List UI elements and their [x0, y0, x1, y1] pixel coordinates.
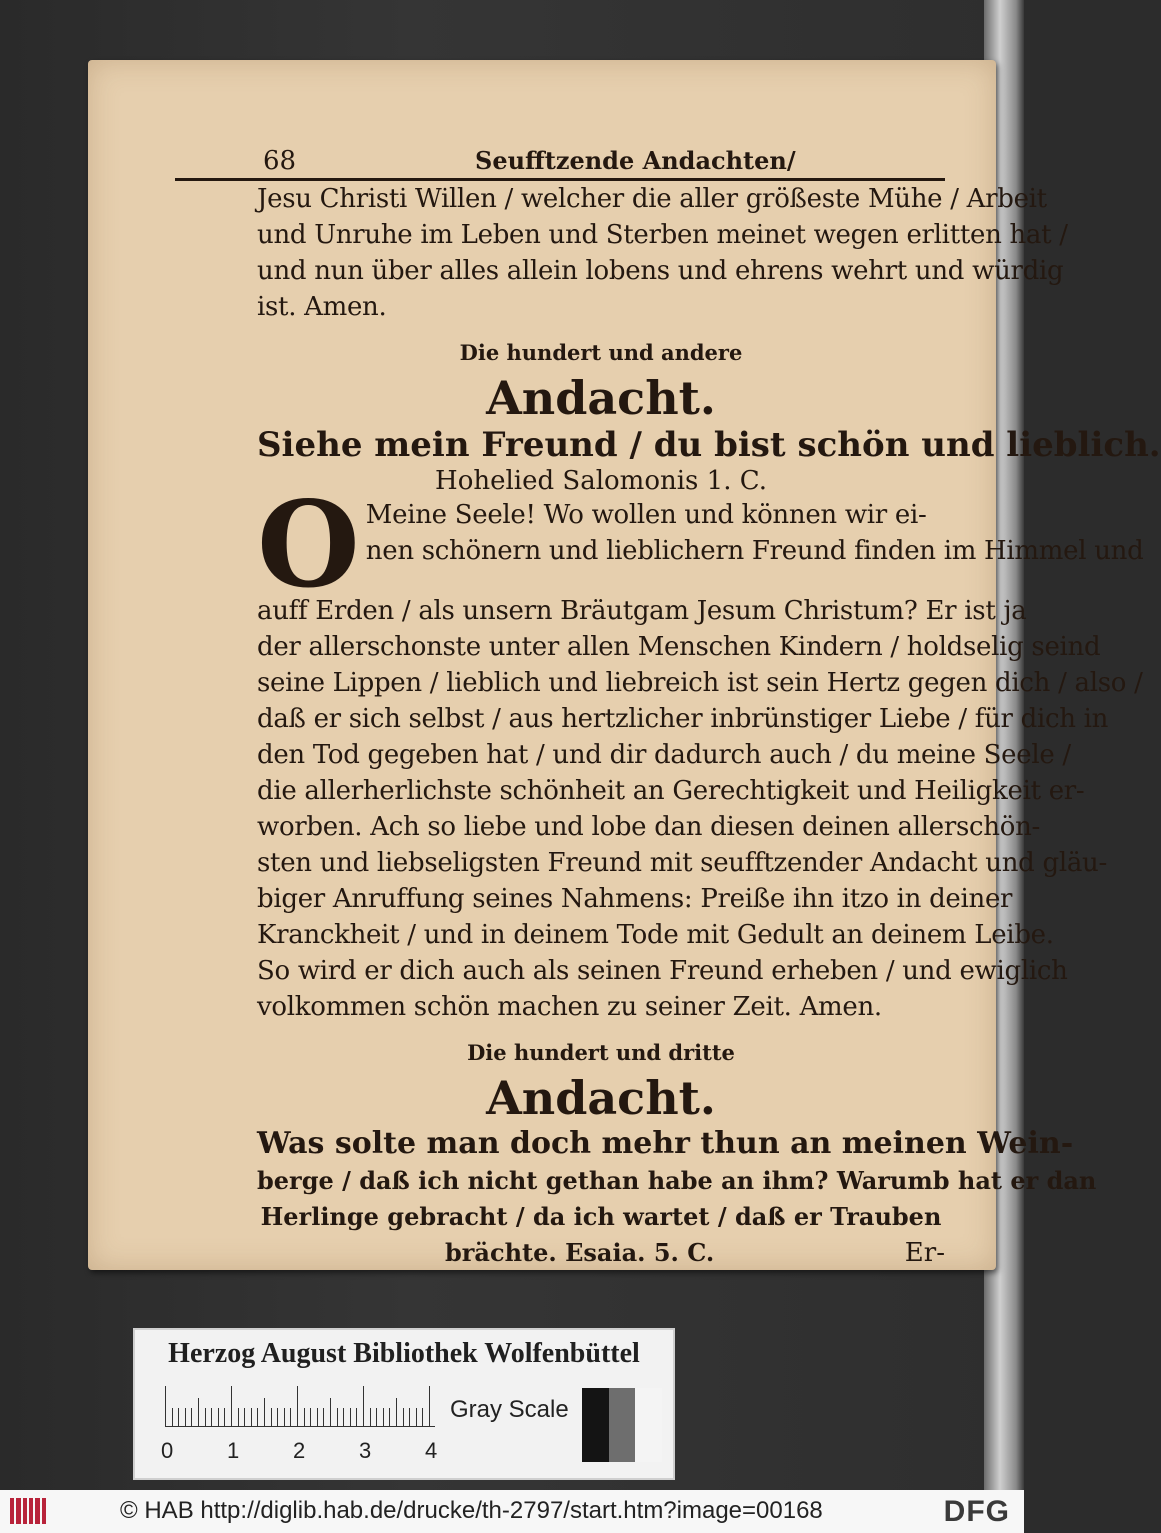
text-line: worben. Ach so liebe und lobe dan diesen deinen allerschön-: [257, 812, 1041, 842]
ruler-tick: [172, 1408, 173, 1426]
text-line: daß er sich selbst / aus hertzlicher inbrünstiger Liebe / für dich in: [257, 704, 1109, 734]
text-line: seine Lippen / lieblich und liebreich ist sein Hertz gegen dich / also /: [257, 668, 1143, 698]
ruler-tick: [330, 1398, 331, 1426]
gray-swatch-light: [635, 1388, 662, 1462]
ruler-tick: [429, 1386, 430, 1426]
gray-swatch-mid: [609, 1388, 636, 1462]
ruler-tick: [198, 1398, 199, 1426]
dfg-logo: DFG: [943, 1495, 1010, 1528]
page-number: 68: [263, 146, 297, 176]
ruler-tick: [178, 1408, 179, 1426]
ruler-tick: [211, 1408, 212, 1426]
scale-number: 1: [227, 1438, 240, 1463]
ruler-tick: [244, 1408, 245, 1426]
text-line: ist. Amen.: [257, 292, 387, 322]
scale-number: 0: [161, 1438, 174, 1463]
ruler-baseline: [165, 1426, 435, 1427]
text-line: biger Anruffung seines Nahmens: Preiße ihn itzo in deiner: [257, 884, 1013, 914]
gray-scale-label: Gray Scale: [450, 1396, 569, 1423]
ruler-tick: [310, 1408, 311, 1426]
text-line: sten und liebseligsten Freund mit seufftzender Andacht und gläu-: [257, 848, 1107, 878]
ruler-tick: [264, 1398, 265, 1426]
text-line: den Tod gegeben hat / und dir dadurch auch / du meine Seele /: [257, 740, 1071, 770]
page-text: [175, 142, 1161, 1271]
ruler-tick: [383, 1408, 384, 1426]
text-line: und nun über alles allein lobens und ehrens wehrt und würdig: [257, 256, 1064, 286]
ruler-tick: [317, 1408, 318, 1426]
ruler-tick: [284, 1408, 285, 1426]
section1-motto: Siehe mein Freund / du bist schön und lieblich.: [257, 425, 1161, 465]
opening-paragraph: [175, 181, 1068, 325]
ruler-scale: [161, 1386, 438, 1463]
page-header: [175, 142, 945, 181]
ruler-tick: [422, 1408, 423, 1426]
ruler-tick: [224, 1408, 225, 1426]
text-line: nen schönern und lieblichern Freund finden im Himmel und: [365, 536, 1144, 566]
catchword: Er-: [904, 1238, 945, 1268]
ruler-tick: [251, 1408, 252, 1426]
copyright-url[interactable]: © HAB http://diglib.hab.de/drucke/th-2797/start.htm?image=00168: [120, 1497, 823, 1524]
text-line: und Unruhe im Leben und Sterben meinet wegen erlitten hat /: [257, 220, 1068, 250]
ruler-tick: [323, 1408, 324, 1426]
running-head: Seufftzende Andachten/: [475, 146, 796, 175]
ruler-tick: [356, 1408, 357, 1426]
section2-motto-line: Herlinge gebracht / da ich wartet / daß er Trauben: [260, 1202, 942, 1231]
viewer-footer: [0, 1490, 1024, 1533]
scale-number: 2: [293, 1438, 306, 1463]
ruler-tick: [343, 1408, 344, 1426]
ruler-tick: [218, 1408, 219, 1426]
text-line: der allerschonste unter allen Menschen Kindern / holdselig seind: [257, 632, 1101, 662]
ruler-tick: [409, 1408, 410, 1426]
section1-subheading: Die hundert und andere: [459, 340, 743, 365]
gray-swatches: [582, 1388, 662, 1462]
gray-swatch-dark: [582, 1388, 609, 1462]
drop-initial: O: [257, 475, 360, 614]
scale-number: 4: [425, 1438, 438, 1463]
ruler-tick: [396, 1398, 397, 1426]
ruler-tick: [185, 1408, 186, 1426]
last-line-row: [175, 1235, 945, 1271]
ruler-tick: [304, 1408, 305, 1426]
section1-heading: Andacht.: [486, 371, 716, 425]
text-line: Kranckheit / und in deinem Tode mit Gedult an deinem Leibe.: [257, 920, 1054, 950]
text-line: Meine Seele! Wo wollen und können wir ei-: [365, 500, 927, 530]
ruler-tick: [403, 1408, 404, 1426]
ruler-tick: [231, 1386, 232, 1426]
ruler-tick: [297, 1386, 298, 1426]
hab-logo-icon: [10, 1498, 46, 1524]
ruler-tick: [191, 1408, 192, 1426]
ruler-tick: [205, 1408, 206, 1426]
text-line: volkommen schön machen zu seiner Zeit. Amen.: [257, 992, 882, 1022]
section2-motto-line: brächte. Esaia. 5. C.: [445, 1238, 715, 1267]
section2-heading: Andacht.: [486, 1071, 716, 1125]
section2-motto-line: berge / daß ich nicht gethan habe an ihm? Warumb hat er dan: [257, 1166, 1097, 1195]
ruler-tick: [337, 1408, 338, 1426]
ruler-tick: [257, 1408, 258, 1426]
text-line: auff Erden / als unsern Bräutgam Jesum Christum? Er ist ja: [257, 596, 1027, 626]
text-line: So wird er dich auch als seinen Freund erheben / und ewiglich: [257, 956, 1068, 986]
ruler-tick: [370, 1408, 371, 1426]
ruler-tick: [277, 1408, 278, 1426]
library-name: Herzog August Bibliothek Wolfenbüttel: [168, 1338, 640, 1369]
color-target-card: [133, 1328, 675, 1480]
ruler-tick: [165, 1386, 166, 1426]
ruler-tick: [350, 1408, 351, 1426]
ruler-tick: [238, 1408, 239, 1426]
ruler-tick: [376, 1408, 377, 1426]
scale-number: 3: [359, 1438, 372, 1463]
section2-motto-line: Was solte man doch mehr thun an meinen Wein-: [257, 1126, 1074, 1161]
ruler-tick: [389, 1408, 390, 1426]
section2-subheading: Die hundert und dritte: [467, 1040, 735, 1065]
ruler-tick: [363, 1386, 364, 1426]
ruler-tick: [416, 1408, 417, 1426]
text-line: die allerherlichste schönheit an Gerechtigkeit und Heiligkeit er-: [257, 776, 1085, 806]
text-line: Jesu Christi Willen / welcher die aller größeste Mühe / Arbeit: [257, 184, 1047, 214]
section1-reference: Hohelied Salomonis 1. C.: [435, 466, 767, 496]
ruler-tick: [271, 1408, 272, 1426]
ruler-tick: [290, 1408, 291, 1426]
